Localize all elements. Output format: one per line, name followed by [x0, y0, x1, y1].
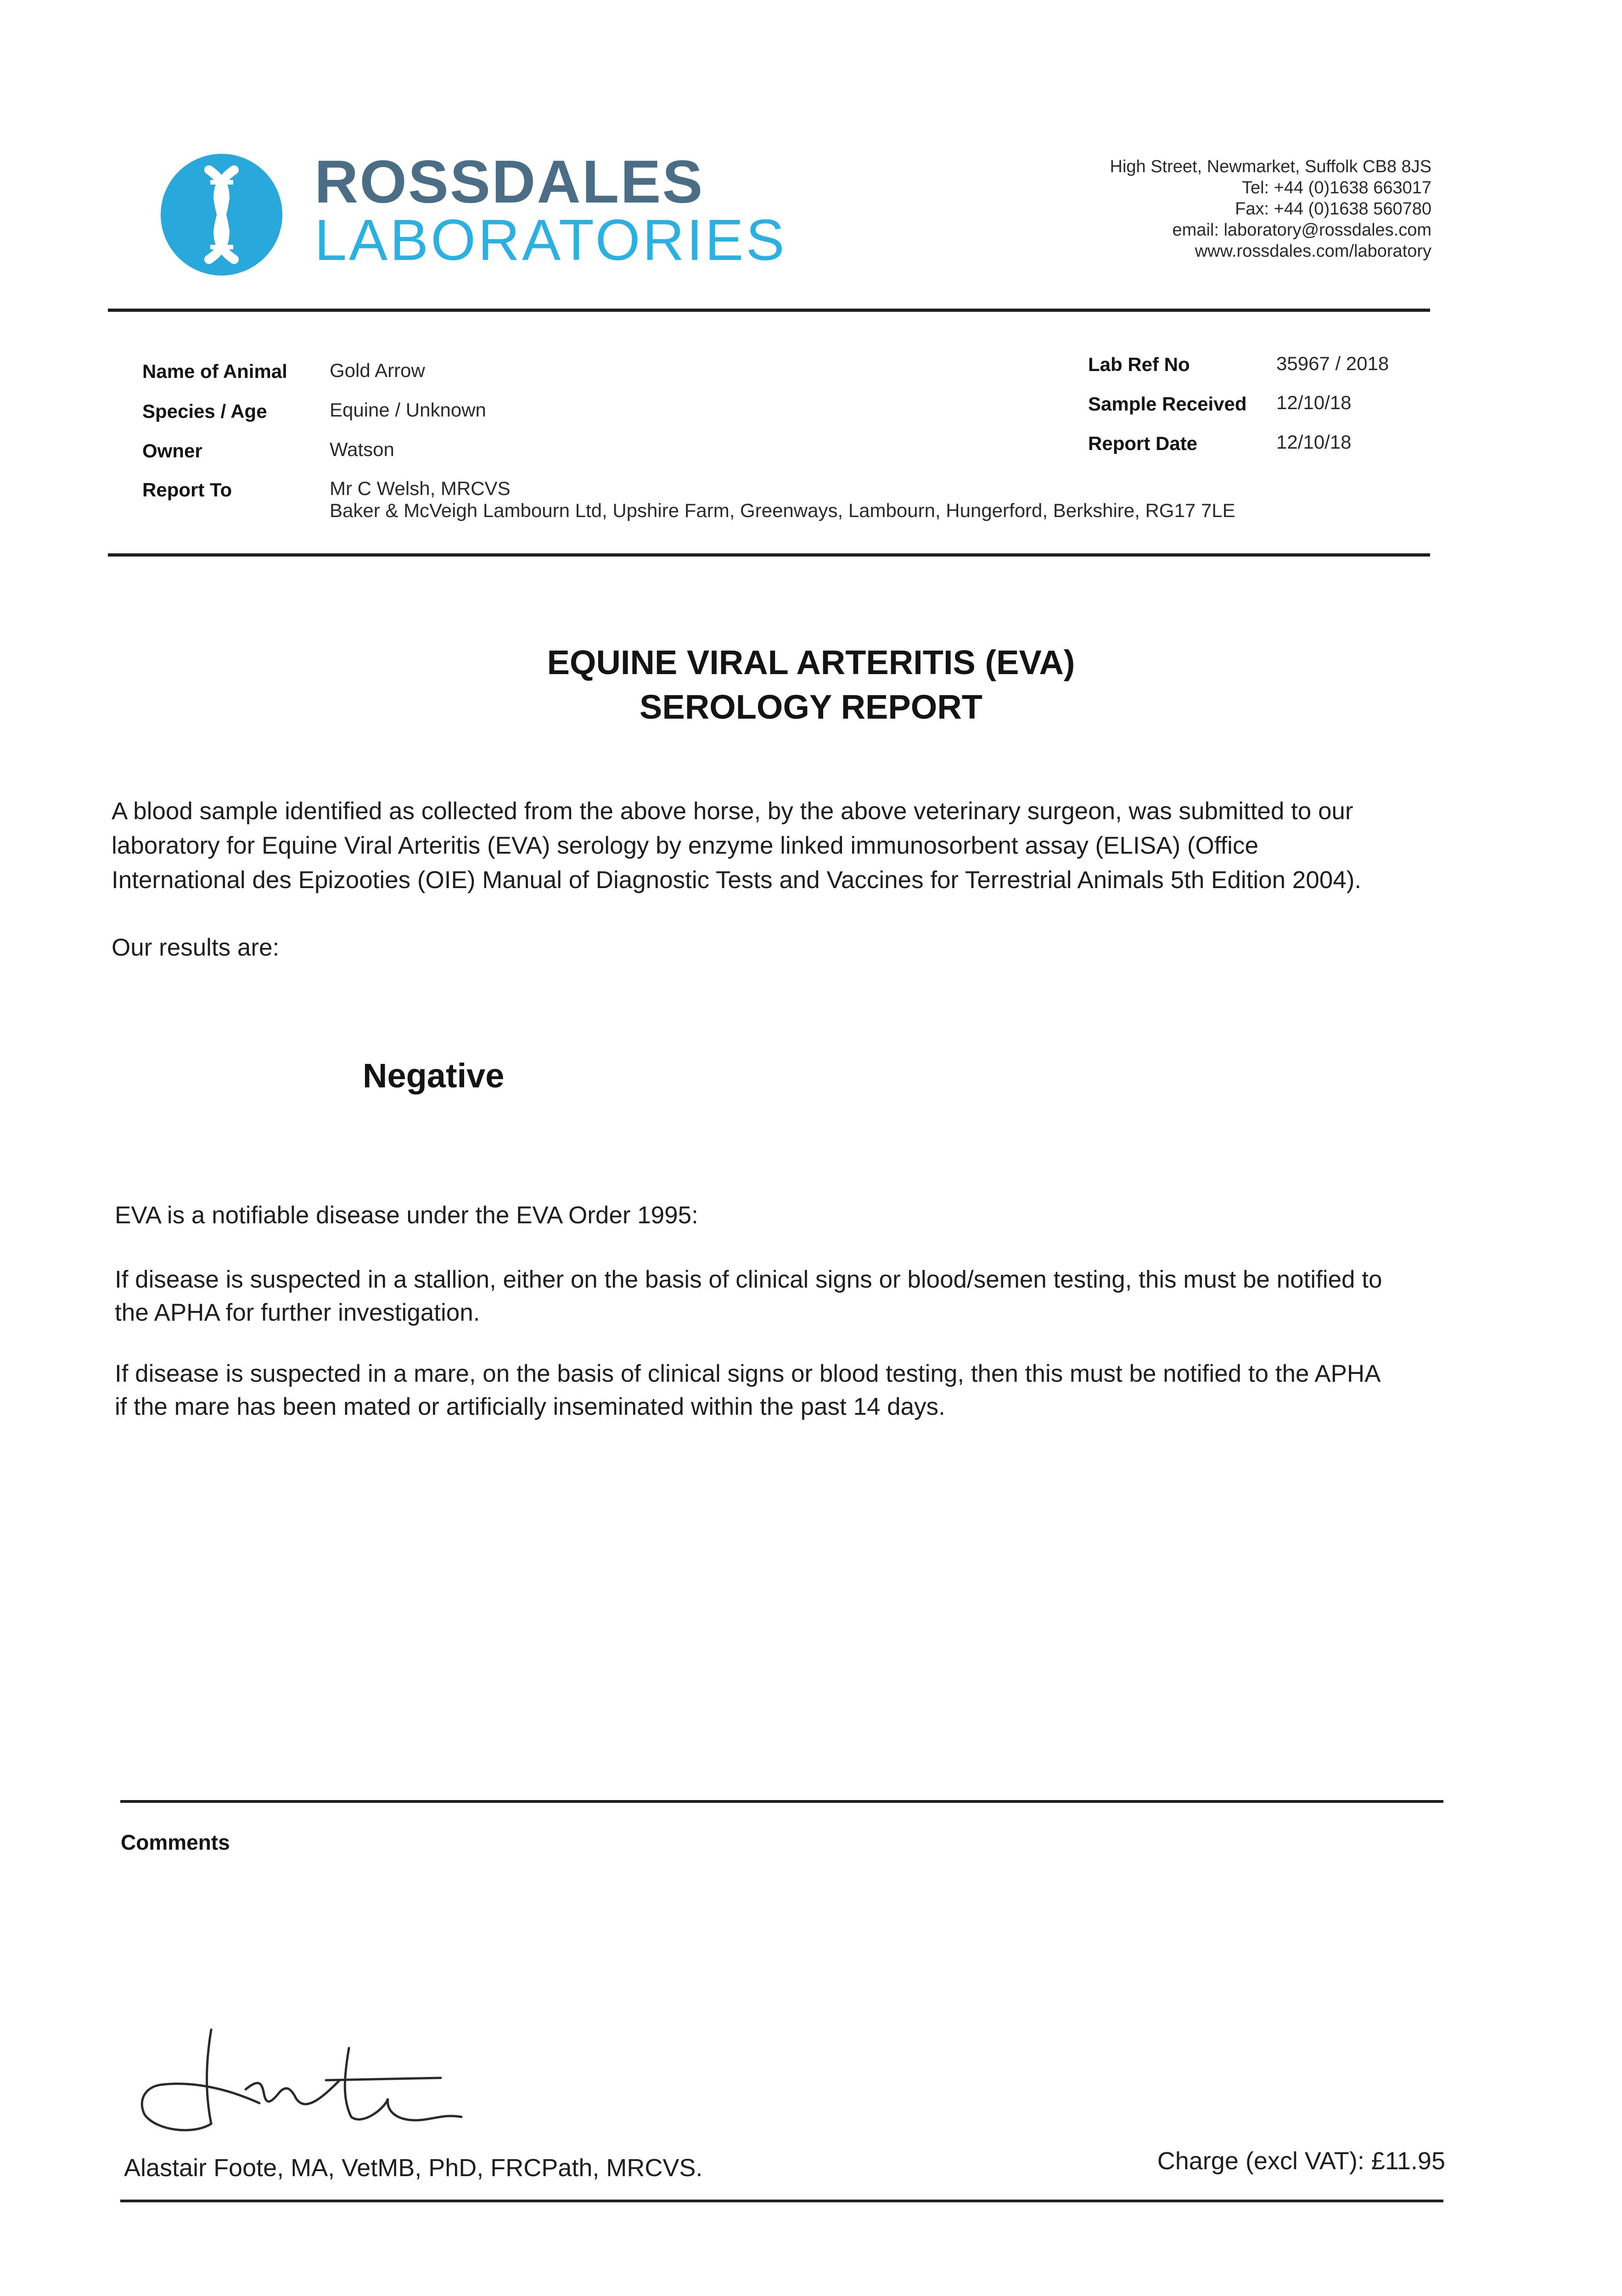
report-title: EQUINE VIRAL ARTERITIS (EVA) [547, 643, 1075, 681]
intro-line-2: laboratory for Equine Viral Arteritis (EVA) serology by enzyme linked immunosorbent assay (ELISA) (Office [112, 832, 1258, 859]
lab-ref-value: 35967 / 2018 [1276, 353, 1389, 374]
owner-value: Watson [330, 439, 394, 460]
lab-ref-label: Lab Ref No [1088, 354, 1190, 375]
name-value: Gold Arrow [330, 360, 425, 381]
notifiable-statement: EVA is a notifiable disease under the EVA Order 1995: [115, 1202, 698, 1229]
report-to-name: Mr C Welsh, MRCVS [330, 478, 511, 499]
report-to-label: Report To [142, 479, 232, 501]
report-to-address: Baker & McVeigh Lambourn Ltd, Upshire Farm, Greenways, Lambourn, Hungerford, Berkshire, RG17 7LE [330, 500, 1235, 521]
dna-helix-icon [161, 154, 282, 276]
website: www.rossdales.com/laboratory [1195, 242, 1431, 261]
mare-line-2: if the mare has been mated or artificially inseminated within the past 14 days. [115, 1393, 945, 1420]
report-date-label: Report Date [1088, 433, 1198, 454]
stallion-line-1: If disease is suspected in a stallion, either on the basis of clinical signs or blood/semen testing, this must be notified to [115, 1266, 1382, 1293]
report-date-value: 12/10/18 [1276, 431, 1352, 453]
signatory-name: Alastair Foote, MA, VetMB, PhD, FRCPath, MRCVS. [124, 2154, 703, 2182]
report-subtitle: SEROLOGY REPORT [640, 688, 982, 726]
comments-divider [120, 1800, 1443, 1803]
charge-amount: Charge (excl VAT): £11.95 [1157, 2147, 1445, 2175]
details-divider [108, 553, 1430, 557]
contact-block [1110, 156, 1431, 262]
fax: Fax: +44 (0)1638 560780 [1235, 199, 1431, 219]
species-value: Equine / Unknown [330, 399, 486, 421]
brand-name: ROSSDALES [314, 148, 704, 215]
header-divider [108, 309, 1430, 312]
brand-subname: LABORATORIES [314, 208, 787, 272]
signature-image [124, 2011, 473, 2144]
result-value: Negative [363, 1057, 505, 1095]
email: email: laboratory@rossdales.com [1172, 220, 1431, 240]
species-label: Species / Age [142, 400, 267, 422]
intro-line-3: International des Epizooties (OIE) Manual of Diagnostic Tests and Vaccines for Terrestrial Animals 5th Edition 2004). [112, 867, 1362, 894]
footer-divider [120, 2200, 1443, 2202]
telephone: Tel: +44 (0)1638 663017 [1241, 178, 1431, 197]
stallion-line-2: the APHA for further investigation. [115, 1299, 480, 1326]
address: High Street, Newmarket, Suffolk CB8 8JS [1110, 157, 1431, 176]
sample-received-value: 12/10/18 [1276, 392, 1352, 413]
results-intro: Our results are: [112, 934, 280, 961]
name-label: Name of Animal [142, 360, 287, 382]
comments-label: Comments [121, 1830, 230, 1854]
mare-line-1: If disease is suspected in a mare, on the basis of clinical signs or blood testing, then this must be notified to the APHA [115, 1360, 1381, 1387]
sample-received-label: Sample Received [1088, 393, 1247, 415]
logo-badge [161, 154, 282, 276]
handwritten-signature [124, 2011, 473, 2144]
intro-line-1: A blood sample identified as collected from the above horse, by the above veterinary surgeon, was submitted to our [112, 798, 1353, 825]
owner-label: Owner [142, 440, 202, 461]
